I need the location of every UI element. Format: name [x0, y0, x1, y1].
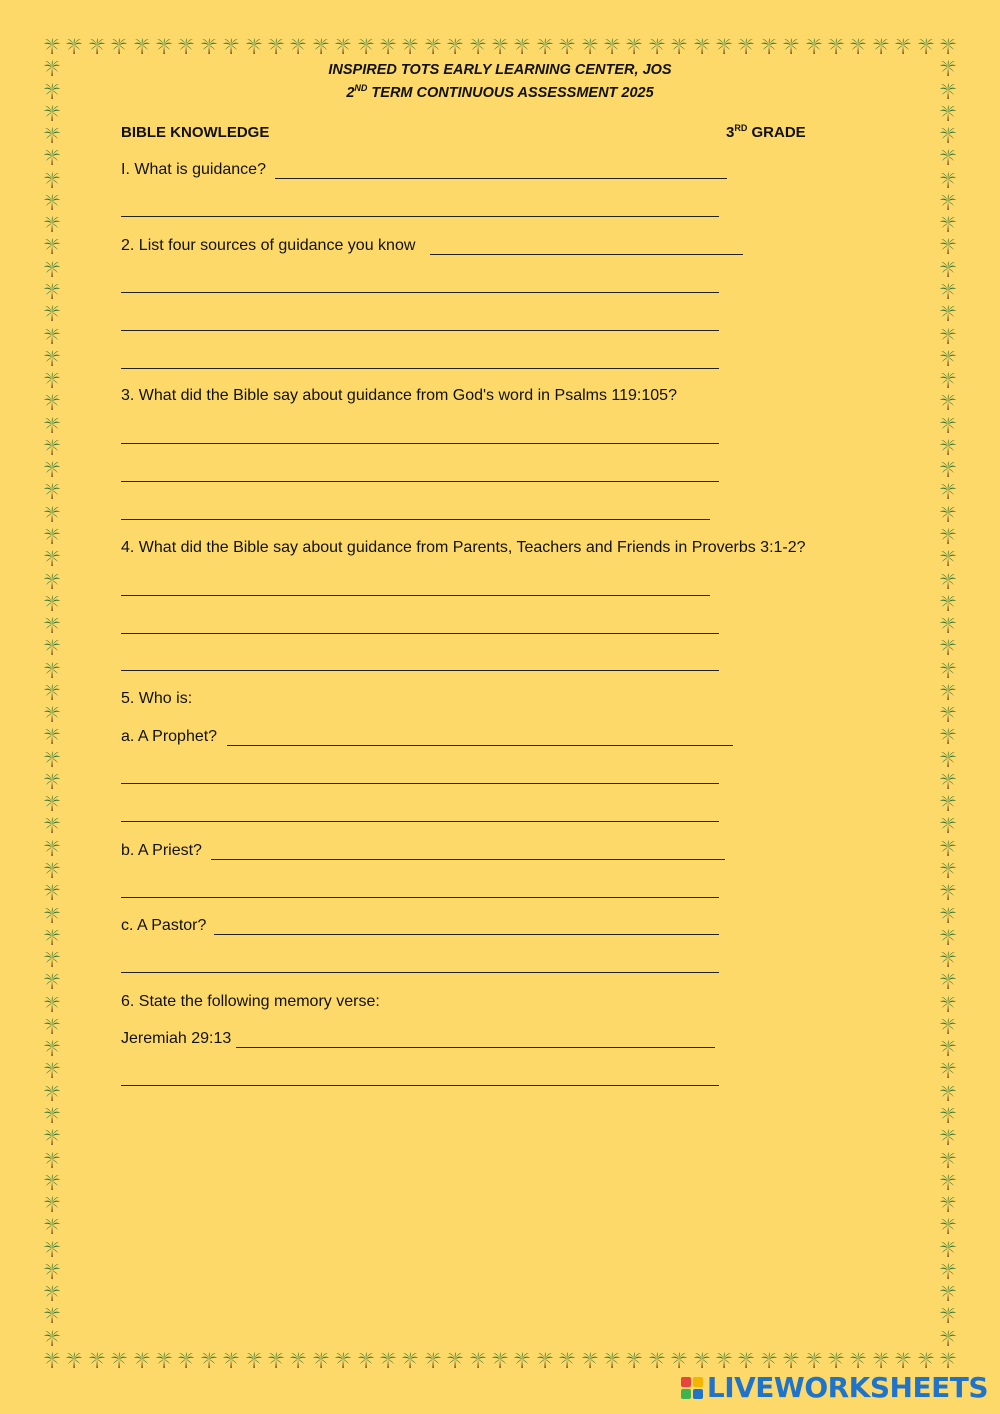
liveworksheets-brand: LIVEWORKSHEETS [706, 1371, 988, 1404]
question-6: 6. State the following memory verse: [121, 993, 380, 1010]
answer-line-1a[interactable] [275, 178, 727, 179]
question-5b: b. A Priest? [121, 842, 202, 859]
question-1: I. What is guidance? [121, 161, 266, 178]
liveworksheets-logo[interactable] [681, 1371, 988, 1404]
answer-line-5c-1[interactable] [214, 934, 719, 935]
assessment-title-rest: TERM CONTINUOUS ASSESSMENT 2025 [367, 85, 654, 101]
answer-line-5a-1[interactable] [227, 745, 733, 746]
grade-rest: GRADE [747, 124, 806, 141]
answer-line-4b[interactable] [121, 633, 719, 634]
answer-line-4a[interactable] [121, 595, 710, 596]
memory-verse-ref: Jeremiah 29:13 [121, 1030, 232, 1047]
answer-line-3c[interactable] [121, 519, 710, 520]
answer-line-2c[interactable] [121, 330, 719, 331]
school-name: INSPIRED TOTS EARLY LEARNING CENTER, JOS [328, 62, 672, 78]
answer-line-5a-2[interactable] [121, 783, 719, 784]
answer-line-5b-1[interactable] [211, 859, 725, 860]
answer-line-5a-3[interactable] [121, 821, 719, 822]
answer-line-1b[interactable] [121, 216, 719, 217]
question-3: 3. What did the Bible say about guidance from God's word in Psalms 119:105? [121, 387, 677, 404]
answer-line-3b[interactable] [121, 481, 719, 482]
question-5a: a. A Prophet? [121, 728, 218, 745]
answer-line-5c-2[interactable] [121, 972, 719, 973]
answer-line-3a[interactable] [121, 443, 719, 444]
subject-label: BIBLE KNOWLEDGE [121, 124, 270, 141]
term-suffix: ND [354, 83, 368, 94]
question-5: 5. Who is: [121, 690, 193, 707]
term-number: 2 [346, 85, 355, 101]
grade-label [726, 124, 806, 141]
answer-line-4c[interactable] [121, 670, 719, 671]
question-5c: c. A Pastor? [121, 917, 207, 934]
answer-line-6b[interactable] [121, 1085, 719, 1086]
liveworksheets-logo-icon [681, 1377, 703, 1399]
answer-line-2d[interactable] [121, 368, 719, 369]
question-2: 2. List four sources of guidance you know [121, 237, 416, 254]
question-4: 4. What did the Bible say about guidance from Parents, Teachers and Friends in Proverbs 3:1-2? [121, 539, 806, 556]
answer-line-2b[interactable] [121, 292, 719, 293]
grade-suffix: RD [734, 123, 748, 133]
answer-line-5b-2[interactable] [121, 897, 719, 898]
answer-line-6a[interactable] [236, 1047, 715, 1048]
answer-line-2a[interactable] [430, 254, 743, 255]
grade-number: 3 [726, 124, 735, 141]
assessment-title [0, 85, 1000, 101]
